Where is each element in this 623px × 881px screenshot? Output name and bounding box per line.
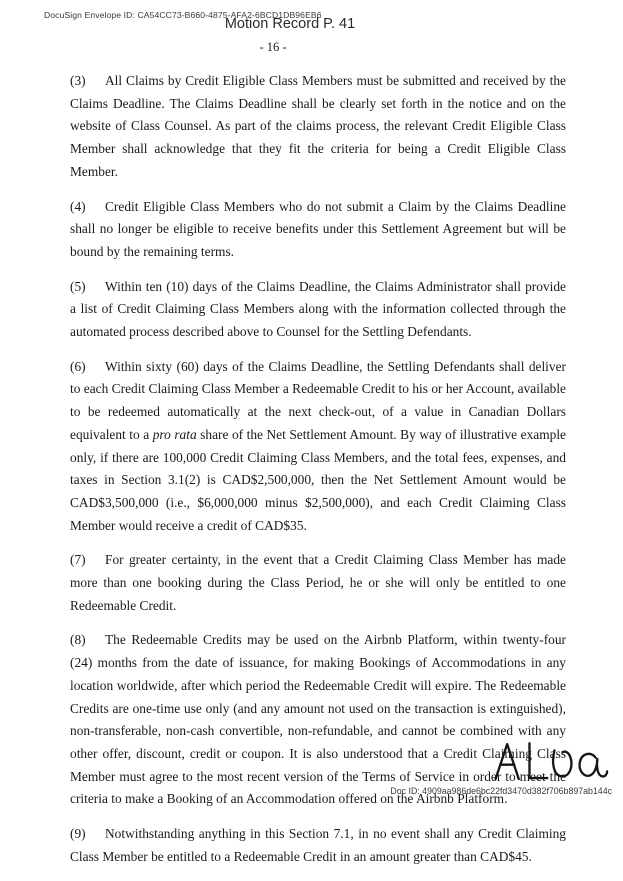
initial-stroke-alpha (580, 754, 608, 777)
paragraph-4 (70, 196, 566, 264)
paragraph-text: For greater certainty, in the event that a Credit Claiming Class Member has made more than one booking during the Class Period, he or she will only be entitled to one Redeemable Credit. (70, 552, 566, 613)
paragraph-number: (5) (70, 278, 86, 294)
paragraph-text: Within sixty (60) days of the Claims Deadline, the Settling Defendants shall deliver to each Credit Claiming Class Member a Redeemable Credit to his or her Account, available to be redeemed automatically at the next check-out, of a value in Canadian Dollars equivalent to a (70, 358, 566, 442)
paragraph-number: (9) (70, 826, 86, 842)
paragraph-text: The Redeemable Credits may be used on the Airbnb Platform, within twenty-four (24) months from the date of issuance, for making Bookings of Accommodations in any location worldwide, after which period the Redeemable Credit will expire. The Redeemable Credits are one-time use only (and any amount not used on the transaction is extinguished), non-transferable, non-cash convertible, non-refundable, and cannot be combined with any other offer, discount, credit or coupon. It is also understood that a Credit Claiming Class Member must agree to the most recent version of the Terms of Service in order to meet the criteria to make a Booking of an Accommodation offered on the Airbnb Platform. (70, 632, 566, 807)
paragraph-text: All Claims by Credit Eligible Class Members must be submitted and received by the Claims Deadline. The Claims Deadline shall be clearly set forth in the notice and on the website of Class Counsel. As part of the claims process, the relevant Credit Eligible Class Member shall acknowledge that they fit the criteria for being a Credit Eligible Class Member. (70, 73, 566, 179)
paragraph-number: (7) (70, 552, 86, 568)
initial-stroke-s (553, 750, 571, 776)
paragraph-7 (70, 549, 566, 617)
doc-id-footer: Doc ID: 4909aa986de6bc22fd3470d382f706b897ab144c (390, 786, 612, 796)
paragraph-number: (4) (70, 198, 86, 214)
paragraph-text-italic: pro rata (152, 426, 197, 442)
paragraph-text: Notwithstanding anything in this Section 7.1, in no event shall any Credit Claiming Class Member be entitled to a Redeemable Credit in an amount greater than CAD$45. (70, 826, 566, 864)
handwritten-initials-signature (492, 739, 608, 785)
paragraph-5 (70, 276, 566, 344)
initial-stroke-a (496, 744, 519, 779)
paragraph-number: (3) (70, 73, 86, 88)
paragraph-3 (70, 70, 566, 184)
paragraph-text: share of the Net Settlement Amount. By way of illustrative example only, if there are 100,000 Credit Claiming Class Members, and the total fees, expenses, and taxes in Section 3.1(2) is CAD$2,500,000, then the Net Settlement Amount would be CAD$3,500,000 (i.e., $6,000,000 minus $2,500,000), and each Credit Claiming Class Member would receive a credit of CAD$35. (70, 426, 566, 533)
docusign-envelope-id: DocuSign Envelope ID: CA54CC73-B660-4875-AFA2-6BCD1DB96EB6 (44, 10, 322, 20)
paragraph-9 (70, 823, 566, 868)
page-number: - 16 - (259, 40, 287, 54)
paragraph-text: Credit Eligible Class Members who do not submit a Claim by the Claims Deadline shall no longer be eligible to receive benefits under this Settlement Agreement but will be bound by the remaining terms. (70, 198, 566, 259)
paragraph-number: (6) (70, 358, 86, 374)
initial-stroke-l (529, 743, 547, 778)
paragraph-6 (70, 356, 566, 538)
paragraph-text: Within ten (10) days of the Claims Deadline, the Claims Administrator shall provide a list of Credit Claiming Class Members along with the information collected through the automated process described above to Counsel for the Settling Defendants. (70, 278, 566, 340)
motion-record-stamp: Motion Record P. 41 (224, 16, 356, 32)
paragraph-number: (8) (70, 632, 86, 648)
